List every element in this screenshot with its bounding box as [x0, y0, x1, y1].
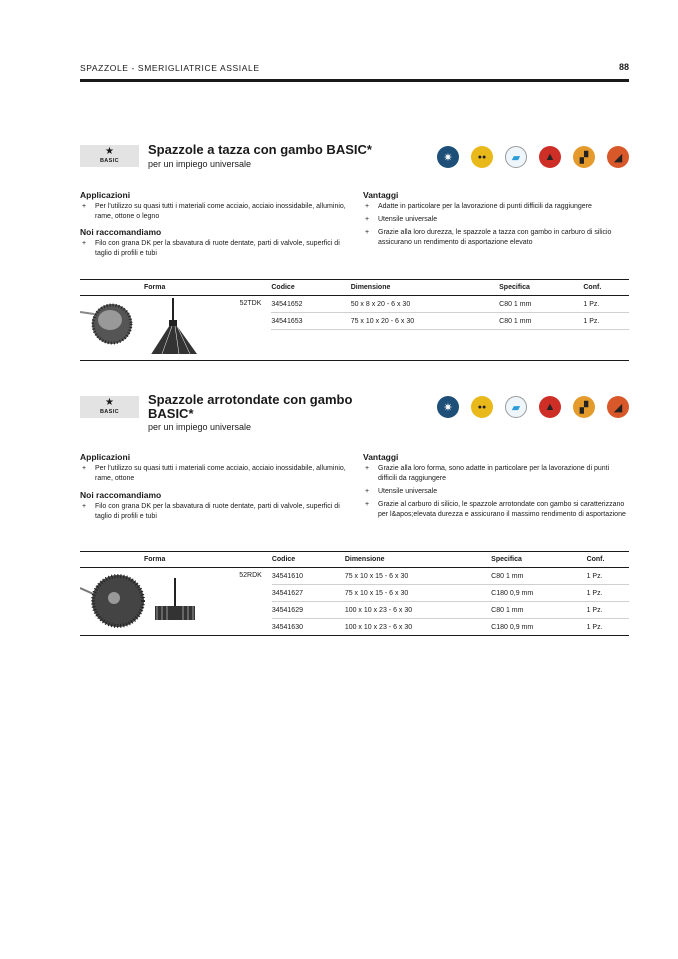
red-tool-icon: ▲ [539, 396, 561, 418]
table-row: 52TDK 34541652 50 x 8 x 20 - 6 x 30 C80 1 mm 1 Pz. [80, 296, 629, 313]
spark-icon: ✷ [437, 396, 459, 418]
th-specifica: Specifica [491, 552, 586, 568]
table-row: 34541630 100 x 10 x 23 - 6 x 30 C180 0,9 mm 1 Pz. [80, 619, 629, 636]
th-forma: Forma [80, 552, 239, 568]
list-item: + Filo con grana DK per la sbavatura di ruote dentate, parti di valvole, superfici di taglio di profili e tubi [80, 502, 350, 522]
page-header [80, 60, 629, 82]
dark-tool-icon: ◢ [607, 396, 629, 418]
th-dimensione: Dimensione [345, 552, 491, 568]
list-item: + Filo con grana DK per la sbavatura di ruote dentate, parti di valvole, superfici di taglio di profili e tubi [80, 239, 350, 259]
table-row: 52RDK 34541610 75 x 10 x 15 - 6 x 30 C80 1 mm 1 Pz. [80, 568, 629, 585]
application-icons [437, 146, 629, 168]
applications-heading: Applicazioni [80, 452, 131, 462]
section-title: Spazzole a tazza con gambo BASIC* [148, 142, 372, 157]
recommend-heading: Noi raccomandiamo [80, 490, 162, 500]
th-codice: Codice [272, 552, 345, 568]
th-codice: Codice [271, 280, 350, 296]
material-icon: ●● [471, 146, 493, 168]
cup-brush-image [80, 296, 210, 356]
table-row: 34541627 75 x 10 x 15 - 6 x 30 C180 0,9 mm 1 Pz. [80, 585, 629, 602]
th-conf: Conf. [587, 552, 629, 568]
basic-badge: ★ BASIC [80, 396, 139, 418]
product-table [80, 551, 629, 636]
section-subtitle: per un impiego universale [148, 422, 252, 432]
list-item: + Grazie al carburo di silicio, le spazzole arrotondate con gambo si caratterizzano per l&apos;elevata durezza e assicurano il massimo rendimento di asportazione [363, 500, 629, 520]
material-icon: ●● [471, 396, 493, 418]
orange-tool-icon: ▞ [573, 146, 595, 168]
round-brush-image [80, 568, 210, 632]
advantages-heading: Vantaggi [363, 452, 399, 462]
basic-badge: ★ BASIC [80, 145, 139, 167]
advantages-column [363, 190, 629, 251]
product-table [80, 279, 629, 361]
th-specifica: Specifica [499, 280, 583, 296]
table-row: 34541653 75 x 10 x 20 - 6 x 30 C80 1 mm 1 Pz. [80, 313, 629, 330]
model-code: 52RDK [239, 568, 272, 636]
list-item: + Per l'utilizzo su quasi tutti i materiali come acciaio, acciaio inossidabile, alluminio, rame, ottone [80, 464, 350, 484]
th-conf: Conf. [583, 280, 629, 296]
th-dimensione: Dimensione [351, 280, 499, 296]
product-images [80, 296, 240, 361]
applications-heading: Applicazioni [80, 190, 131, 200]
list-item: + Utensile universale [363, 487, 629, 497]
section-round-brushes [80, 391, 629, 641]
list-item: + Grazie alla loro forma, sono adatte in particolare per la lavorazione di punti difficili da raggiungere [363, 464, 629, 484]
th-forma: Forma [80, 280, 240, 296]
list-item: + Utensile universale [363, 215, 629, 225]
section-title: Spazzole arrotondate con gambo BASIC* [148, 392, 353, 421]
application-icons [437, 396, 629, 418]
file-icon: ▰ [505, 146, 527, 168]
table-row: 34541629 100 x 10 x 23 - 6 x 30 C80 1 mm 1 Pz. [80, 602, 629, 619]
list-item: + Grazie alla loro durezza, le spazzole a tazza con gambo in carburo di silicio assicurano un rendimento di asportazione elevato [363, 228, 629, 248]
advantages-column [363, 452, 629, 523]
applications-column [80, 452, 350, 522]
page-title: SPAZZOLE - SMERIGLIATRICE ASSIALE [80, 63, 260, 73]
list-item: + Adatte in particolare per la lavorazione di punti difficili da raggiungere [363, 202, 629, 212]
star-icon: ★ [105, 397, 114, 408]
spark-icon: ✷ [437, 146, 459, 168]
section-cup-brushes [80, 140, 629, 362]
applications-column [80, 190, 350, 259]
dark-tool-icon: ◢ [607, 146, 629, 168]
model-code: 52TDK [240, 296, 272, 361]
star-icon: ★ [105, 146, 114, 157]
product-images [80, 568, 239, 636]
file-icon: ▰ [505, 396, 527, 418]
orange-tool-icon: ▞ [573, 396, 595, 418]
list-item: + Per l'utilizzo su quasi tutti i materiali come acciaio, acciaio inossidabile, alluminio, rame, ottone o legno [80, 202, 350, 222]
advantages-heading: Vantaggi [363, 190, 399, 200]
section-subtitle: per un impiego universale [148, 159, 252, 169]
page-number: 88 [618, 62, 629, 72]
red-tool-icon: ▲ [539, 146, 561, 168]
recommend-heading: Noi raccomandiamo [80, 227, 162, 237]
